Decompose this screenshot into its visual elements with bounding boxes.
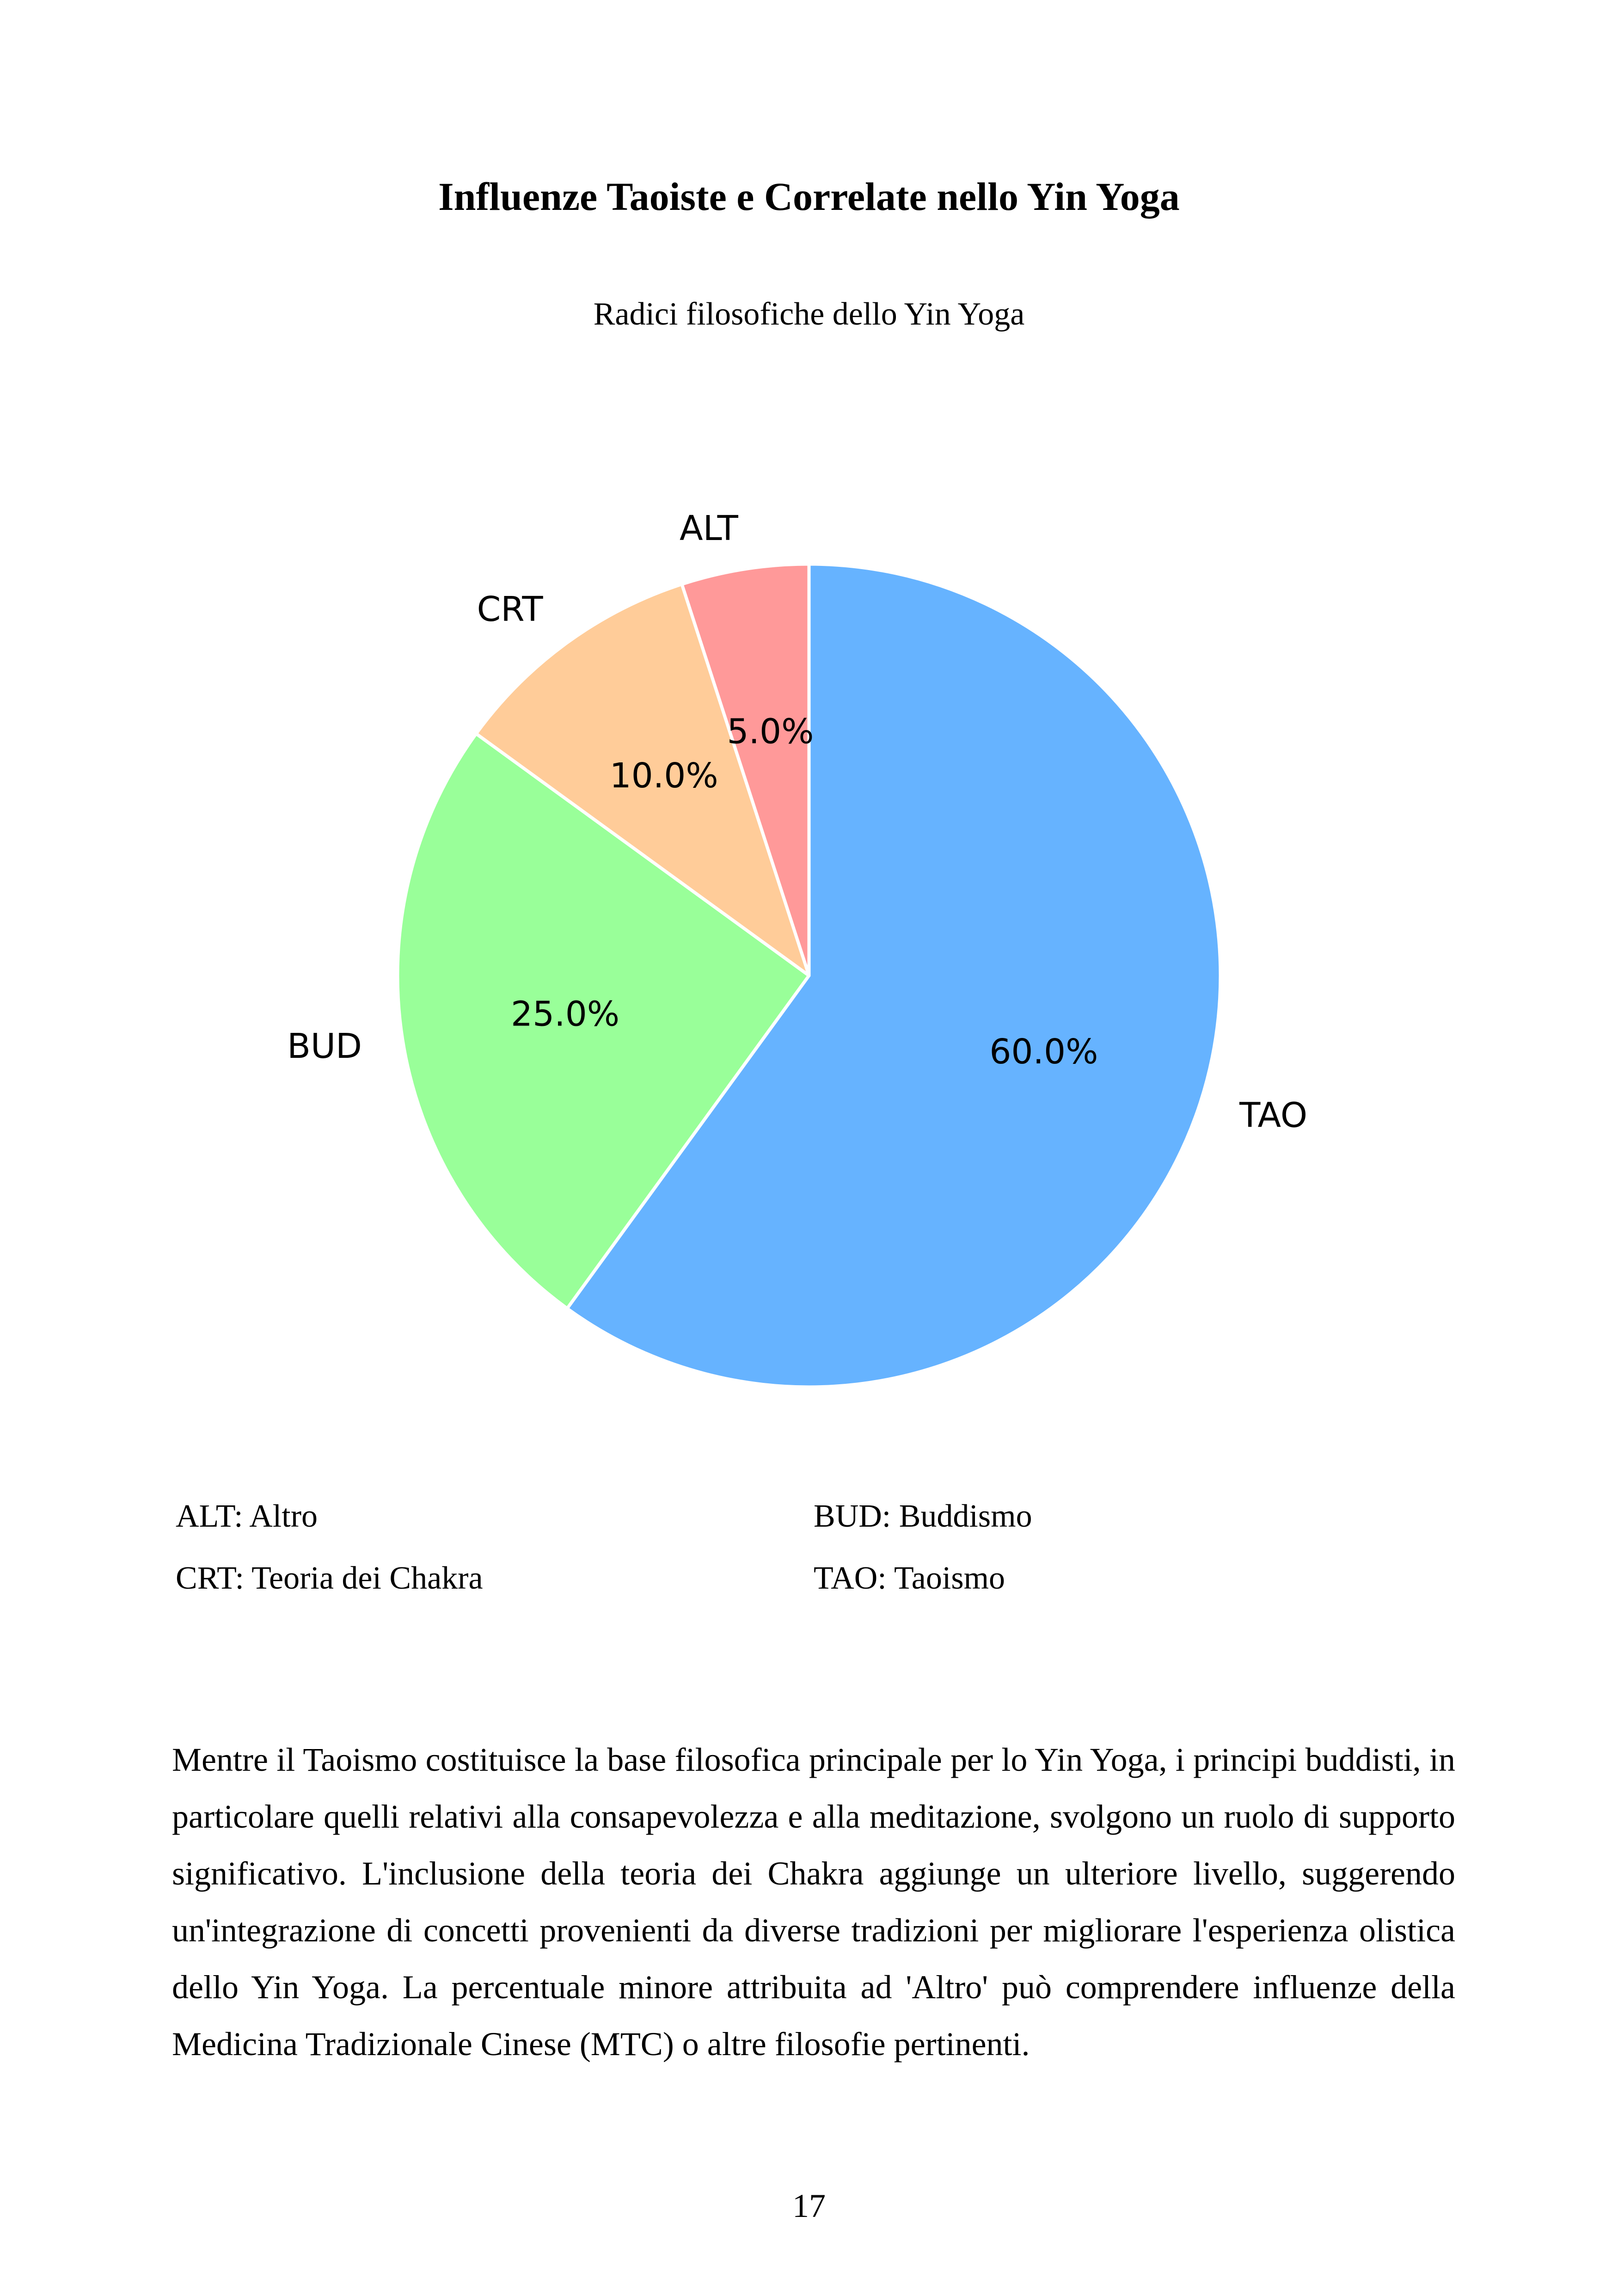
legend-item-bud: BUD: Buddismo (814, 1498, 1032, 1534)
slice-label-bud: BUD (287, 1026, 362, 1067)
legend-item-crt: CRT: Teoria dei Chakra (176, 1560, 483, 1596)
slice-label-crt: CRT (477, 589, 543, 629)
pct-label-tao: 60.0% (989, 1032, 1098, 1072)
chart-legend (176, 1498, 1452, 1597)
chart-title: Influenze Taoiste e Correlate nello Yin Yoga (438, 174, 1180, 219)
body-paragraph: Mentre il Taoismo costituisce la base filosofica principale per lo Yin Yoga, i principi buddisti, in particolare quelli relativi alla consapevolezza e alla meditazione, svolgono un ruolo di supporto significativo. L'inclusione della teoria dei Chakra aggiunge un ulteriore livello, suggerendo un'integrazione di concetti provenienti da diverse tradizioni per migliorare l'esperienza olistica dello Yin Yoga. La percentuale minore attribuita ad 'Altro' può comprendere influenze della Medicina Tradizionale Cinese (MTC) o altre filosofie pertinenti. (172, 1741, 1455, 2063)
slice-label-tao: TAO (1239, 1095, 1308, 1136)
pct-label-alt: 5.0% (727, 712, 814, 752)
legend-item-tao: TAO: Taoismo (814, 1560, 1005, 1596)
pct-label-crt: 10.0% (609, 755, 718, 796)
slice-label-alt: ALT (679, 509, 738, 549)
chart-subtitle: Radici filosofiche dello Yin Yoga (593, 296, 1025, 332)
pie-chart (0, 485, 1618, 1447)
pct-label-bud: 25.0% (511, 994, 620, 1034)
page-number: 17 (792, 2187, 826, 2224)
legend-item-alt: ALT: Altro (176, 1498, 318, 1534)
